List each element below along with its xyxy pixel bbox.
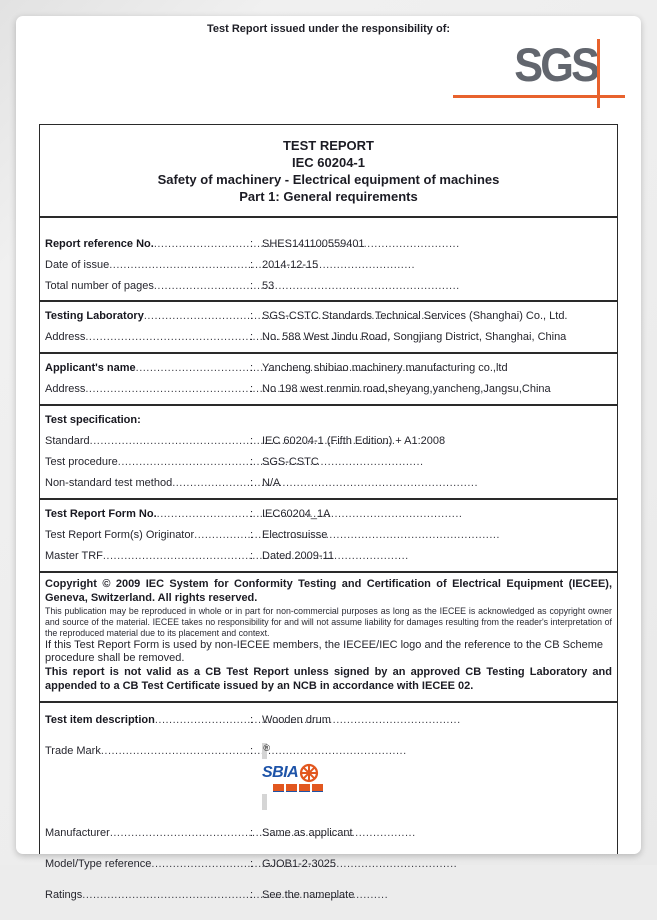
trademark-logo-text: SBIA [262,764,299,782]
field-label: Ratings [45,889,83,902]
field-label: Test Report Form(s) Originator [45,529,195,541]
row-master-trf [45,546,612,567]
field-label: Manufacturer [45,827,110,840]
field-label: Address [45,383,86,395]
sgs-logo-vertical-line [597,39,600,108]
row-model-type-reference [45,854,612,875]
document-header [16,16,641,124]
field-label: Total number of pages [45,280,154,292]
title-standard-number: IEC 60204-1 [292,155,365,170]
dotted-leader [155,710,250,731]
section-testing-laboratory [40,300,617,352]
dotted-leader [109,255,250,276]
field-label: Standard [45,435,90,447]
dotted-leader [154,276,250,297]
dotted-leader [118,452,250,473]
row-non-standard-method [45,473,612,494]
field-value: No. 588 West Jindu Road, Songjiang District, Shanghai, China [262,331,567,343]
field-value: Yancheng shibiao machinery manufacturing co.,ltd [262,362,508,374]
section-test-report-form [40,498,617,571]
trademark-logo [262,743,612,810]
row-trade-mark [45,741,612,813]
field-value: SGS-CSTC [262,456,319,468]
field-value: SGS-CSTC Standards Technical Services (Shanghai) Co., Ltd. [262,310,568,322]
field-value: Dated 2009-11 [262,550,334,562]
copyright-validity-notice: This report is not valid as a CB Test Report unless signed by an approved CB Testing Laboratory and appended to a CB Test Certificate issued by an NCB in accordance with IECEE 02. [45,666,612,692]
dotted-leader [157,504,250,525]
field-label: Address [45,331,86,343]
row-laboratory-address [45,327,612,348]
trademark-subtext-blocks [273,784,612,792]
field-value: SHES141100559401 [262,238,365,250]
field-value: GJOB1-2-3025 [262,858,336,871]
row-ratings [45,885,612,906]
field-label: Trade Mark [45,745,101,758]
copyright-small-print: This publication may be reproduced in whole or in part for non-commercial purposes as long as the IECEE is acknowledged as copyright owner and source of the material. IECEE takes no responsibility for and will not assume liability for damages resulting from the reader's interpretation of the reproduced material due to its placement and context. [45,606,612,638]
copyright-bold-notice: Copyright © 2009 IEC System for Conformity Testing and Certification of Electrical Equipment (IECEE), Geneva, Switzerland. All rights reserved. [45,578,612,604]
field-label: Test Report Form No. [45,508,157,520]
field-label: Report reference No. [45,238,154,250]
row-total-pages [45,276,612,297]
copyright-removal-note: If this Test Report Form is used by non-IECEE members, the IECEE/IEC logo and the reference to the CB Scheme procedure shall be removed. [45,639,603,665]
dotted-leader [154,234,250,255]
field-value: See the nameplate [262,889,355,902]
row-applicant-name [45,358,612,379]
field-label: Test procedure [45,456,118,468]
registered-trademark-symbol: ® [263,743,270,754]
dotted-leader [194,525,250,546]
field-label: Applicant's name [45,362,136,374]
field-label: Model/Type reference [45,858,152,871]
dotted-leader [85,379,250,400]
title-standard-name: Safety of machinery - Electrical equipment of machines [157,172,500,187]
report-table [39,124,618,902]
field-value: Wooden drum [262,714,331,727]
dotted-leader [136,358,250,379]
test-specification-heading: Test specification: [45,414,141,426]
title-part: Part 1: General requirements [239,189,418,204]
dotted-leader [172,473,250,494]
sgs-logo-text: SGS [513,38,597,91]
field-value: 53 [262,280,275,292]
issued-under-note: Test Report issued under the responsibility of: [206,23,451,35]
dotted-leader [151,854,250,875]
field-value: No 198 west renmin road,sheyang,yancheng,Jangsu,China [262,383,551,395]
field-value: Electrosuisse [262,529,328,541]
wheel-icon [299,763,319,783]
row-standard [45,431,612,452]
row-applicant-address [45,379,612,400]
field-label: Non-standard test method [45,477,173,489]
title-block [40,125,617,216]
section-test-specification [40,404,617,498]
field-value: Same as applicant [262,827,353,840]
dotted-leader [144,306,250,327]
row-date-of-issue [45,255,612,276]
row-test-item-description [45,710,612,731]
field-label: Test item description [45,714,155,727]
field-value: IEC 60204-1 (Fifth Edition) + A1:2008 [262,435,446,447]
row-testing-laboratory [45,306,612,327]
row-manufacturer [45,823,612,844]
field-label: Date of issue [45,259,110,271]
section-applicant [40,352,617,404]
row-test-procedure [45,452,612,473]
row-report-reference [45,234,612,255]
dotted-leader [110,823,250,844]
row-trf-originator [45,525,612,546]
row-trf-number [45,504,612,525]
section-copyright [40,571,617,701]
field-value: 2014-12-15 [262,259,319,271]
field-value: N/A [262,477,281,489]
field-value: IEC60204_1A [262,508,331,520]
dotted-leader [90,431,250,452]
dotted-leader [82,885,250,906]
section-test-item [40,701,617,920]
field-label: Testing Laboratory [45,310,144,322]
title-test-report: TEST REPORT [282,138,374,153]
trademark-value [253,741,612,813]
dotted-leader [85,327,250,348]
section-report-info [40,216,617,300]
dotted-leader [101,741,250,762]
report-page [16,16,641,902]
dotted-leader [103,546,250,567]
field-label: Master TRF [45,550,103,562]
